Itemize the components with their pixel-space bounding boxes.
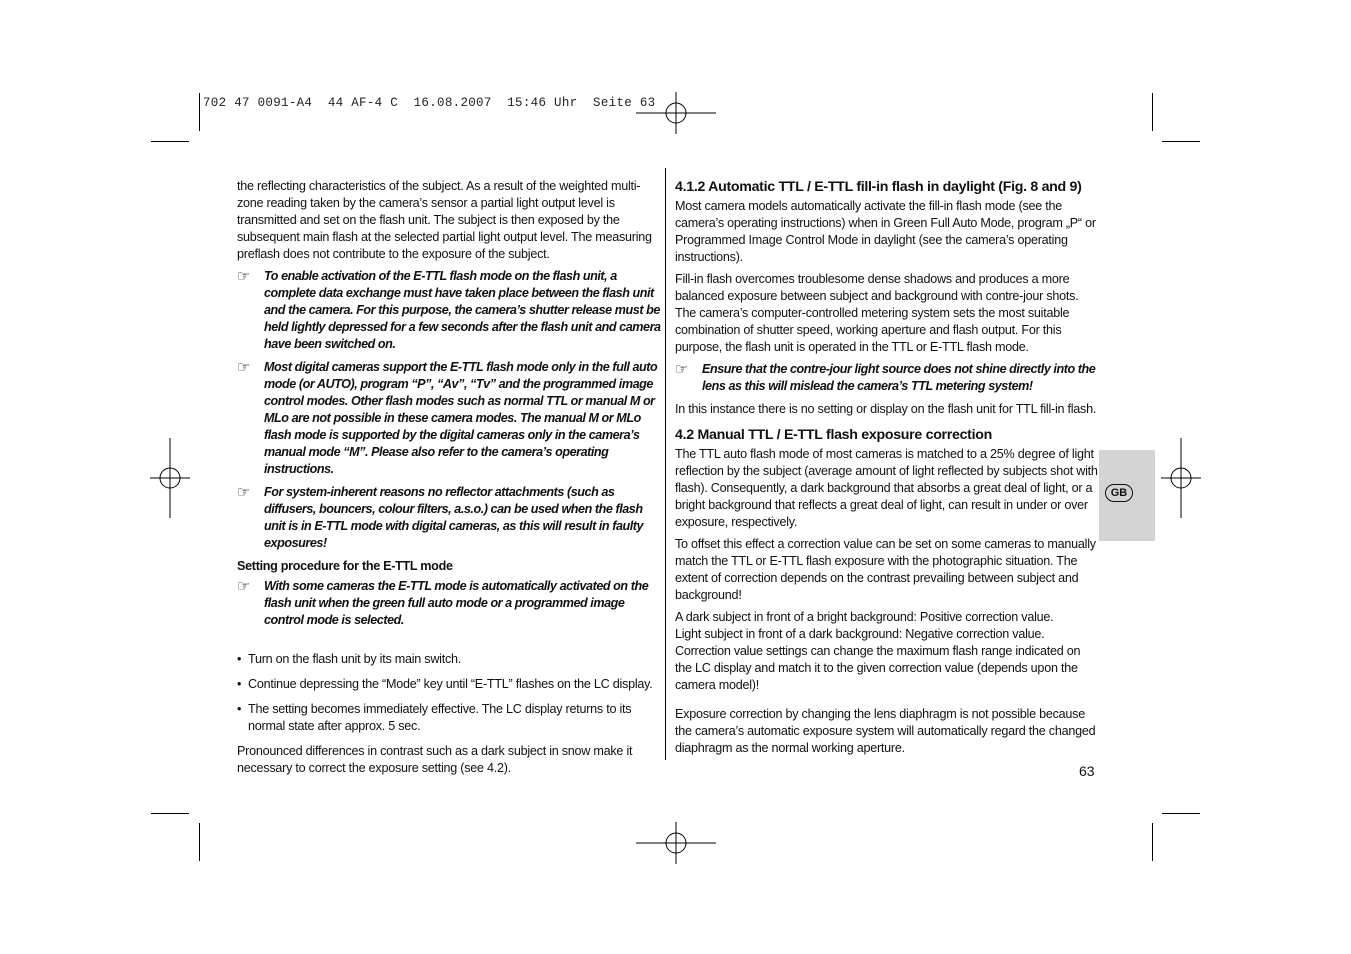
pointing-hand-icon: ☞ [237, 484, 251, 501]
note-text: To enable activation of the E-TTL flash mode on the flash unit, a complete data exchange must have taken place between the flash unit and the camera. For this purpose, the camera’s shutter release must be held lightly depressed for a few seconds after the flash unit and camera have been switched on. [264, 269, 661, 351]
note-text: Most digital cameras support the E-TTL flash mode only in the full auto mode (or AUTO), program “P”, “Av”, “Tv” and the programmed image control modes. Other flash modes such as normal TTL or manual M or MLo are not possible in these camera modes. The manual M or MLo flash mode is supported by the digital cameras only in the camera’s manual mode “M”. Please also refer to the camera’s operating instructions. [264, 360, 658, 476]
paragraph [675, 609, 1099, 694]
pointing-hand-icon: ☞ [675, 361, 689, 378]
paragraph: Most camera models automatically activate the fill-in flash mode (see the camera’s operating instructions) when in Green Full Auto Mode, program „P“ or Programmed Image Control Mode in daylight (see the camera’s operating instructions). [675, 199, 1096, 264]
column-divider [665, 168, 666, 760]
section-heading-fill-in-flash: 4.1.2 Automatic TTL / E-TTL fill-in flash in daylight (Fig. 8 and 9) [675, 179, 1082, 195]
list-item-text: Continue depressing the “Mode” key until “E-TTL” flashes on the LC display. [248, 677, 653, 691]
list-item [237, 676, 661, 693]
language-badge: GB [1105, 484, 1133, 502]
note-text: With some cameras the E-TTL mode is automatically activated on the flash unit when the green full auto mode or a programmed image control mode is selected. [264, 579, 649, 627]
list-item [237, 651, 661, 668]
correction-negative-line: Light subject in front of a dark background: Negative correction value. [675, 627, 1045, 641]
paragraph: Exposure correction by changing the lens diaphragm is not possible because the camera’s automatic exposure system will automatically regard the changed diaphragm as the normal working aperture. [675, 707, 1096, 755]
note-item [237, 268, 661, 353]
correction-range-line: Correction value settings can change the maximum flash range indicated on the LC display and match it to the given correction value (depends upon the camera model)! [675, 644, 1081, 692]
registration-mark-left [150, 438, 190, 518]
note-text: Ensure that the contre-jour light source does not shine directly into the lens as this will mislead the camera’s TTL metering system! [702, 362, 1096, 393]
left-column [237, 178, 661, 782]
note-item [675, 361, 1099, 395]
paragraph: To offset this effect a correction value can be set on some cameras to manually match the TTL or E-TTL flash exposure with the photographic situation. The extent of correction depends on the contrast prevailing between subject and background! [675, 537, 1096, 602]
print-slug: 702 47 0091-A4 44 AF-4 C 16.08.2007 15:46 Uhr Seite 63 [203, 96, 656, 110]
note-item [237, 484, 661, 552]
list-item-text: The setting becomes immediately effective. The LC display returns to its normal state after approx. 5 sec. [248, 702, 632, 733]
note-text: For system-inherent reasons no reflector attachments (such as diffusers, bouncers, colour filters, a.s.o.) can be used when the flash unit is in E-TTL mode with digital cameras, as this will result in faulty exposures! [264, 485, 644, 550]
setting-procedure-heading: Setting procedure for the E-TTL mode [237, 559, 453, 573]
intro-paragraph: the reflecting characteristics of the subject. As a result of the weighted multi-zone reading taken by the camera’s sensor a partial light output level is transmitted and set on the flash unit. The subject is then exposed by the subsequent main flash at the selected partial light output level. The measuring preflash does not contribute to the exposure of the subject. [237, 179, 652, 261]
note-item [237, 578, 661, 629]
note-item [237, 359, 661, 478]
page-number: 63 [1079, 763, 1095, 779]
registration-mark-bottom [636, 822, 716, 864]
registration-mark-right [1161, 438, 1201, 518]
list-item [237, 701, 661, 735]
bullet-icon: • [237, 702, 242, 716]
paragraph: Fill-in flash overcomes troublesome dense shadows and produces a more balanced exposure between subject and background with contre-jour shots. The camera’s computer-controlled metering system sets the most suitable combination of shutter speed, working aperture and flash output. For this purpose, the flash unit is operated in the TTL or E-TTL flash mode. [675, 272, 1079, 354]
closing-paragraph: Pronounced differences in contrast such as a dark subject in snow make it necessary to correct the exposure setting (see 4.2). [237, 744, 633, 775]
list-item-text: Turn on the flash unit by its main switch. [248, 652, 462, 666]
bullet-icon: • [237, 652, 242, 666]
pointing-hand-icon: ☞ [237, 578, 251, 595]
pointing-hand-icon: ☞ [237, 359, 251, 376]
paragraph: In this instance there is no setting or display on the flash unit for TTL fill-in flash. [675, 402, 1097, 416]
right-column [675, 178, 1099, 762]
paragraph: The TTL auto flash mode of most cameras is matched to a 25% degree of light reflection by the subject (average amount of light reflected by subjects shot with flash). Consequently, a dark background that absorbs a great deal of light, or a bright background that reflects a great deal of light, can result in under or over exposure, respectively. [675, 447, 1098, 529]
pointing-hand-icon: ☞ [237, 268, 251, 285]
correction-positive-line: A dark subject in front of a bright background: Positive correction value. [675, 610, 1054, 624]
bullet-icon: • [237, 677, 242, 691]
section-heading-exposure-correction: 4.2 Manual TTL / E-TTL flash exposure correction [675, 427, 992, 443]
language-tab [1099, 450, 1155, 541]
